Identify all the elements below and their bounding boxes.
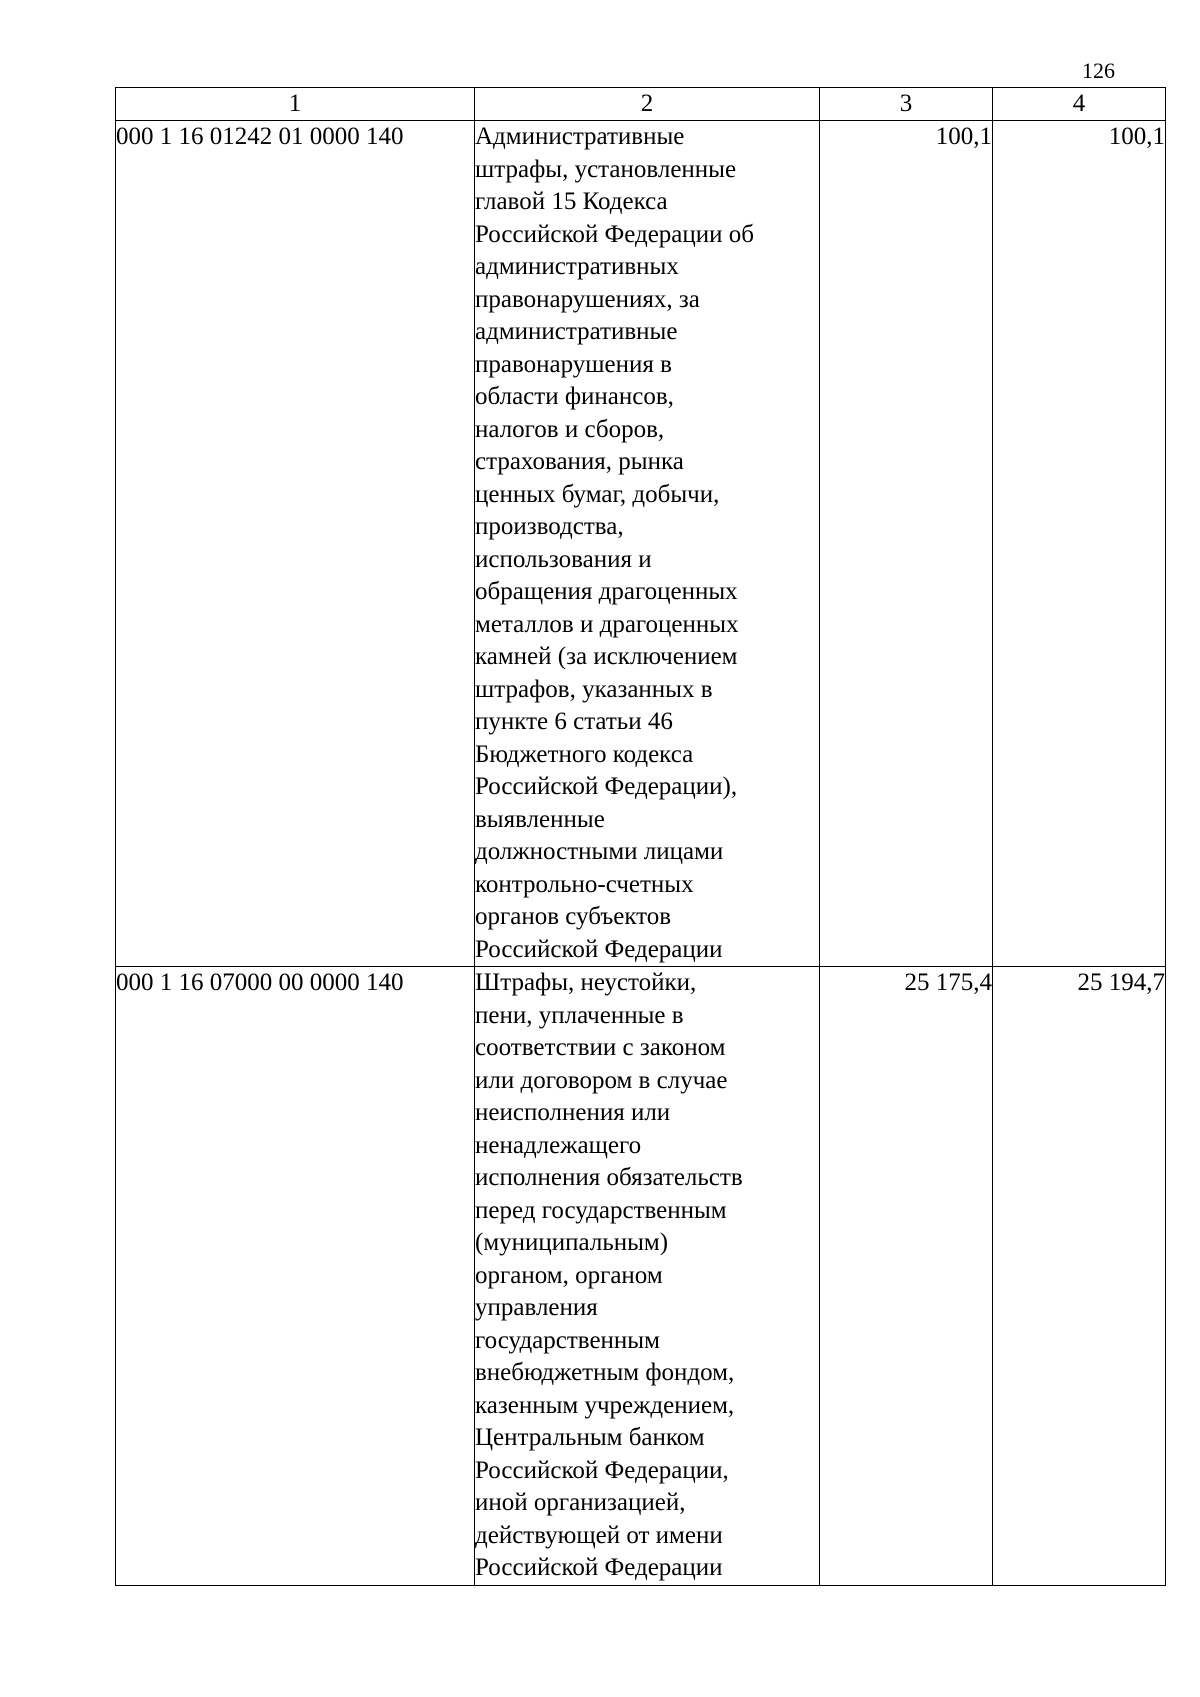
income-name-line: налогов и сборов, [475,415,665,443]
income-name-line: контрольно-счетных [475,870,694,898]
income-name-line: пункте 6 статьи 46 [475,708,673,735]
amount-col3-cell: 100,1 [820,121,993,967]
income-name-line: Российской Федерации), [475,773,738,800]
income-name-line: органов субъектов [475,903,672,930]
column-header-1: 1 [116,88,475,121]
column-header-3: 3 [820,88,993,121]
income-name-line: ненадлежащего [475,1131,642,1159]
income-name-line: главой 15 Кодекса [475,188,668,215]
income-name-line: перед государственным [475,1196,727,1224]
income-name-line: Российской Федерации, [475,1456,729,1484]
income-name-line: страхования, рынка [475,448,684,475]
income-name-line: Российской Федерации [475,935,723,963]
income-name-line: штрафов, указанных в [475,675,713,703]
amount-col4-cell: 25 194,7 [993,967,1166,1586]
income-name-line: металлов и драгоценных [475,610,739,638]
income-name-line: государственным [475,1326,660,1354]
income-name-line: казенным учреждением, [475,1391,735,1419]
income-name-line: обращения драгоценных [475,578,738,605]
income-name-line: должностными лицами [475,838,724,865]
income-name-line: правонарушениях, за [475,285,700,313]
amount-col4-cell: 100,1 [993,121,1166,967]
income-name-line: или договором в случае [475,1066,728,1094]
page-number: 126 [1082,58,1115,83]
income-name-line: соответствии с законом [475,1034,726,1061]
income-name-line: Административные [475,123,685,150]
income-name-line: исполнения обязательств [475,1164,743,1191]
income-name-line: области финансов, [475,383,674,410]
income-name-cell [475,121,820,967]
table-header-row [116,88,1166,121]
income-name-line: пени, уплаченные в [475,1001,684,1029]
amount-col3-cell: 25 175,4 [820,967,993,1586]
budget-table [115,87,1166,1586]
table-row [116,967,1166,1586]
income-name-line: Бюджетного кодекса [475,740,694,768]
table-row [116,121,1166,967]
income-name-cell [475,967,820,1586]
income-name-line: ценных бумаг, добычи, [475,480,720,508]
income-name-line: Российской Федерации [475,1554,723,1581]
income-name-line: (муниципальным) [475,1229,669,1256]
income-name-line: неисполнения или [475,1099,671,1126]
income-name-line: внебюджетным фондом, [475,1359,735,1386]
budget-code-cell: 000 1 16 07000 00 0000 140 [116,967,475,1586]
income-name-line: производства, [475,513,624,540]
column-header-4: 4 [993,88,1166,121]
income-name-line: Центральным банком [475,1424,705,1451]
income-name-line: Штрафы, неустойки, [475,969,697,996]
income-name-line: административные [475,318,678,345]
income-name-line: управления [475,1294,598,1321]
column-header-2: 2 [475,88,820,121]
income-name-line: действующей от имени [475,1521,723,1549]
income-name-line: иной организацией, [475,1489,686,1516]
income-name-line: административных [475,253,679,280]
income-name-line: выявленные [475,805,605,833]
income-name-line: органом, органом [475,1261,663,1289]
budget-code-cell: 000 1 16 01242 01 0000 140 [116,121,475,967]
income-name-line: правонарушения в [475,350,672,378]
income-name-line: Российской Федерации об [475,220,754,248]
income-name-line: камней (за исключением [475,643,738,670]
income-name-line: штрафы, установленные [475,155,737,183]
income-name-line: использования и [475,545,652,573]
